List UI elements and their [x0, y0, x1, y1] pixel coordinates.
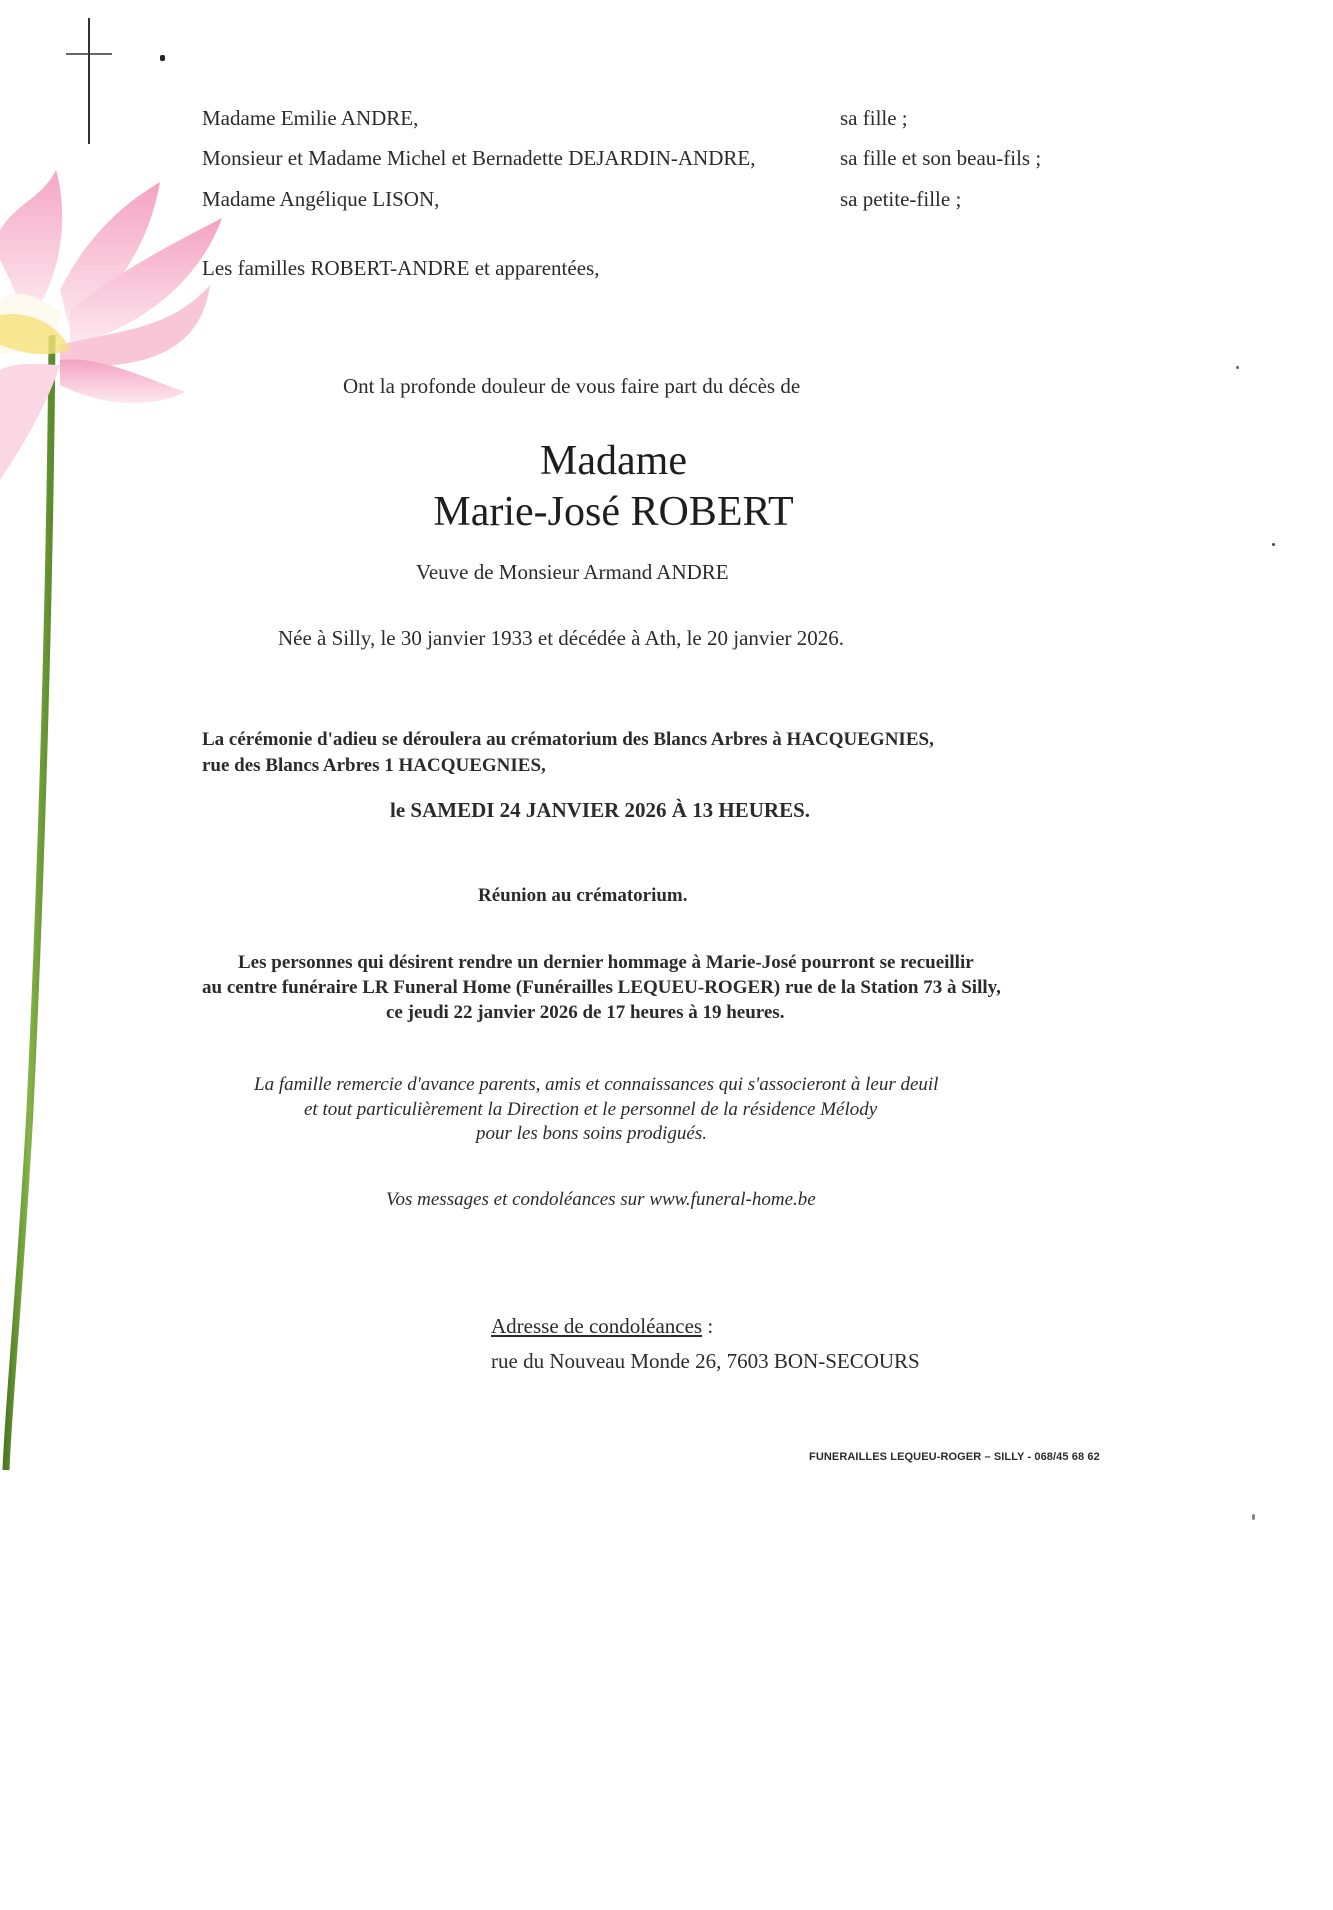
condolence-address: rue du Nouveau Monde 26, 7603 BON-SECOURS [491, 1349, 920, 1373]
ceremony-line-1: La cérémonie d'adieu se déroulera au crématorium des Blancs Arbres à HACQUEGNIES, [202, 729, 934, 750]
families-line: Les familles ROBERT-ANDRE et apparentées, [202, 256, 600, 280]
condolence-address-label: Adresse de condoléances [491, 1314, 703, 1338]
ceremony-datetime: le SAMEDI 24 JANVIER 2026 À 13 HEURES. [390, 798, 811, 822]
condolence-address-header [491, 1316, 713, 1337]
lotus-flower-icon [0, 160, 230, 1480]
reunion-note: Réunion au crématorium. [478, 885, 688, 906]
visitation-line-1: Les personnes qui désirent rendre un dernier hommage à Marie-José pourront se recueillir [238, 952, 974, 973]
family-member-name: Madame Angélique LISON, [202, 187, 440, 211]
messages-line: Vos messages et condoléances sur www.funeral-home.be [386, 1189, 816, 1210]
scan-speck [1272, 543, 1275, 546]
funeral-home-signature: FUNERAILLES LEQUEU-ROGER – SILLY - 068/45 68 62 [809, 1451, 1100, 1463]
visitation-line-3: ce jeudi 22 janvier 2026 de 17 heures à 19 heures. [386, 1002, 785, 1023]
deceased-title: Madame [540, 438, 687, 484]
condolence-address-colon: : [702, 1314, 714, 1338]
family-member-relation: sa fille ; [840, 106, 908, 130]
family-member-name: Madame Emilie ANDRE, [202, 106, 419, 130]
family-member-relation: sa fille et son beau-fils ; [840, 146, 1042, 170]
thanks-line-2: et tout particulièrement la Direction et le personnel de la résidence Mélody [304, 1099, 878, 1120]
scan-speck [1252, 1514, 1255, 1520]
ceremony-line-2: rue des Blancs Arbres 1 HACQUEGNIES, [202, 755, 546, 776]
family-member-relation: sa petite-fille ; [840, 187, 962, 211]
visitation-line-2: au centre funéraire LR Funeral Home (Funérailles LEQUEU-ROGER) rue de la Station 73 à Silly, [202, 977, 1001, 998]
deceased-name: Marie-José ROBERT [433, 489, 794, 535]
scan-speck [160, 55, 165, 61]
thanks-line-1: La famille remercie d'avance parents, amis et connaissances qui s'associeront à leur deuil [254, 1074, 939, 1095]
announcement: Ont la profonde douleur de vous faire part du décès de [343, 374, 801, 398]
birth-death-dates: Née à Silly, le 30 janvier 1933 et décédée à Ath, le 20 janvier 2026. [278, 626, 845, 650]
cross-icon [60, 14, 120, 148]
thanks-line-3: pour les bons soins prodigués. [476, 1123, 708, 1144]
family-member-name: Monsieur et Madame Michel et Bernadette DEJARDIN-ANDRE, [202, 146, 756, 170]
widow-of: Veuve de Monsieur Armand ANDRE [416, 560, 729, 584]
scan-speck [1236, 366, 1239, 369]
